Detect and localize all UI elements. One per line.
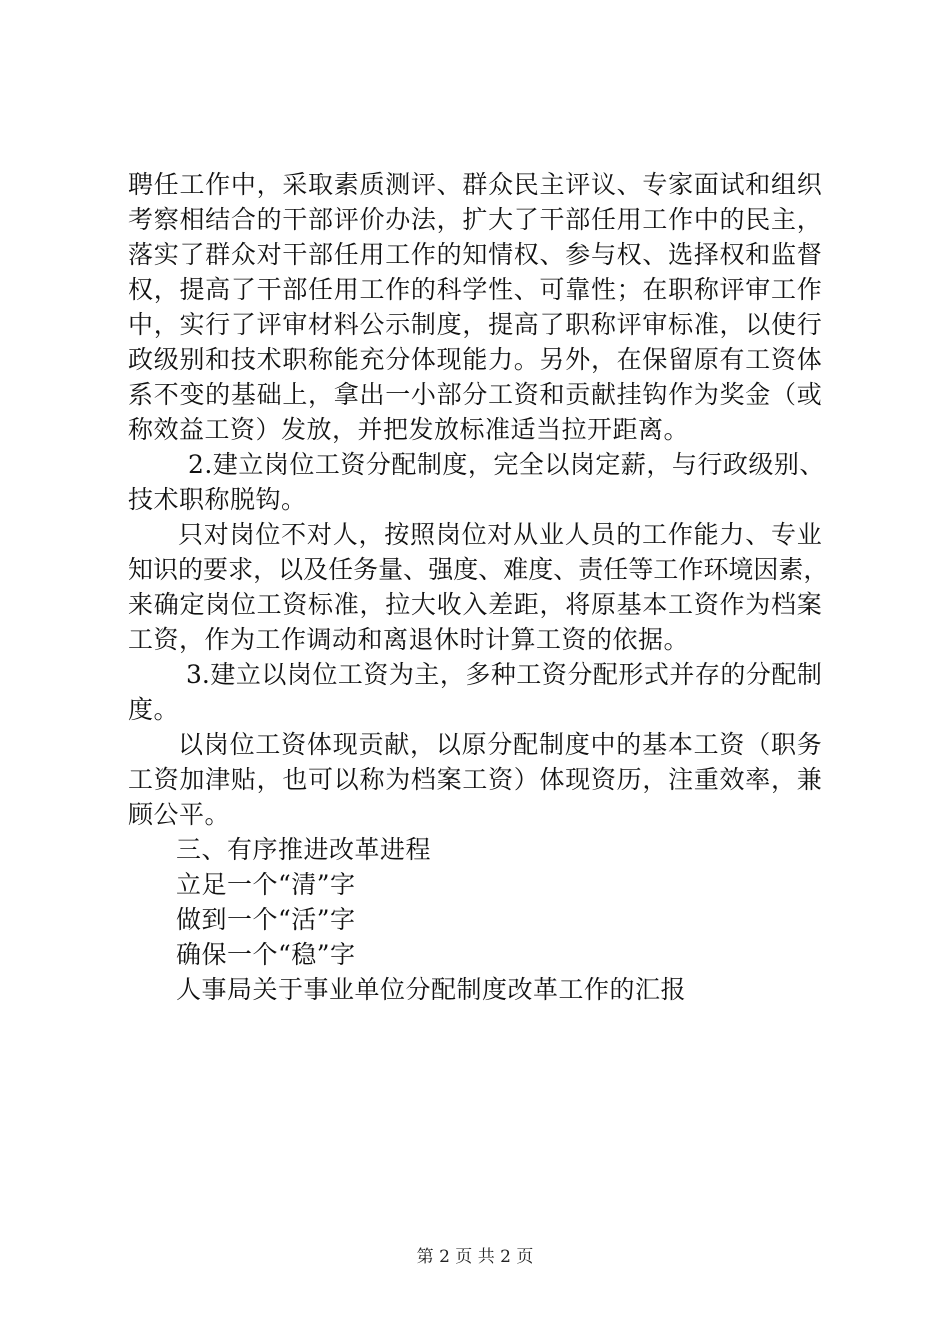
list-item: 做到一个“活”字 (176, 905, 356, 934)
paragraph-line: 来 确 定 岗 位 工 资 标 准 ， 拉 大 收 入 差 距 ， 将 原 基 本 工 资 作 为 档 案 (128, 590, 822, 619)
paragraph-line: 技术职称脱钩。 (128, 485, 307, 514)
paragraph-line: 落 实 了 群 众 对 干 部 任 用 工 作 的 知 情 权 、 参 与 权 、 选 择 权 和 监 督 (128, 240, 822, 269)
list-item: 立足一个“清”字 (176, 870, 356, 899)
paragraph-line: 顾公平。 (128, 800, 231, 829)
section-heading-2: 2.建立岗位工资分配制度，完全以岗定薪，与行政级别、 (188, 450, 825, 479)
paragraph-line: 工 资 加 津 贴 ， 也 可 以 称 为 档 案 工 资 ） 体 现 资 历 ， 注 重 效 率 ， 兼 (128, 765, 822, 794)
paragraph-line: 考 察 相 结 合 的 干 部 评 价 办 法 ， 扩 大 了 干 部 任 用 工 作 中 的 民 主 ， (128, 205, 822, 234)
section-heading: 三、有序推进改革进程 (176, 835, 432, 864)
paragraph-line: 权 ， 提 高 了 干 部 任 用 工 作 的 科 学 性 、 可 靠 性 ； 在 职 称 评 审 工 作 (128, 275, 822, 304)
paragraph-line: 度。 (128, 695, 180, 724)
page-footer: 第 2 页 共 2 页 (416, 1247, 534, 1267)
paragraph-line: 以 岗 位 工 资 体 现 贡 献 ， 以 原 分 配 制 度 中 的 基 本 工 资 （ 职 务 (178, 730, 822, 759)
section-heading-3: 3. 建 立 以 岗 位 工 资 为 主 ， 多 种 工 资 分 配 形 式 并 存 的 分 配 制 (186, 660, 822, 689)
paragraph-line: 知 识 的 要 求 ， 以 及 任 务 量 、 强 度 、 难 度 、 责 任 等 工 作 环 境 因 素 ， (128, 555, 829, 584)
document-title-footer-line: 人事局关于事业单位分配制度改革工作的汇报 (176, 975, 687, 1004)
paragraph-line: 聘 任 工 作 中 ， 采 取 素 质 测 评 、 群 众 民 主 评 议 、 专 家 面 试 和 组 织 (128, 170, 822, 199)
paragraph-line: 只 对 岗 位 不 对 人 ， 按 照 岗 位 对 从 业 人 员 的 工 作 能 力 、 专 业 (178, 520, 822, 549)
paragraph-line: 中 ， 实 行 了 评 审 材 料 公 示 制 度 ， 提 高 了 职 称 评 审 标 准 ， 以 使 行 (128, 310, 822, 339)
list-item: 确保一个“稳”字 (176, 940, 356, 969)
paragraph-line: 称效益工资）发放，并把发放标准适当拉开距离。 (128, 415, 690, 444)
paragraph-line: 系 不 变 的 基 础 上 ， 拿 出 一 小 部 分 工 资 和 贡 献 挂 钩 作 为 奖 金 （ 或 (128, 380, 822, 409)
paragraph-line: 政 级 别 和 技 术 职 称 能 充 分 体 现 能 力 。 另 外 ， 在 保 留 原 有 工 资 体 (128, 345, 822, 374)
paragraph-line: 工资，作为工作调动和离退休时计算工资的依据。 (128, 625, 690, 654)
